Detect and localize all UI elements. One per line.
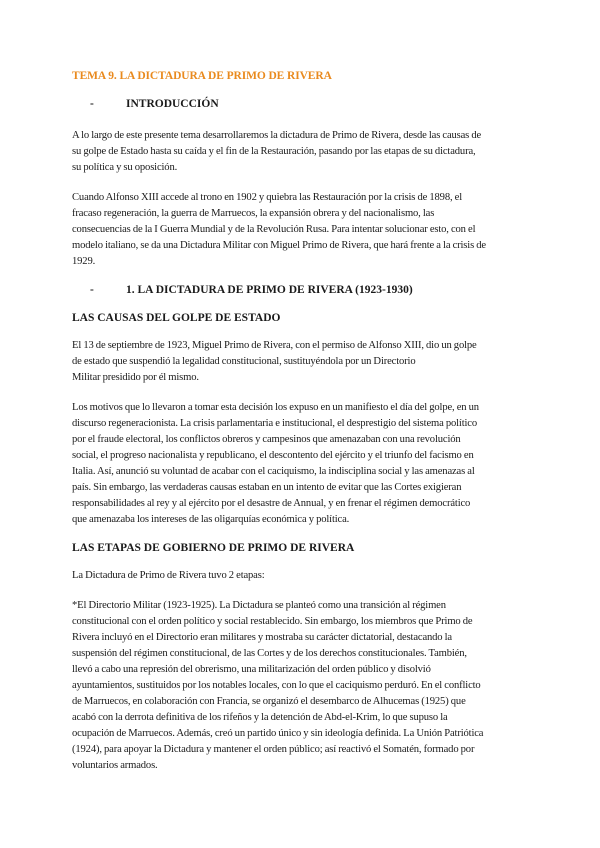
text-line: llevó a cabo una represión del obrerismo, una militarización del orden público y disolvió	[72, 664, 431, 675]
heading-text: 1. LA DICTADURA DE PRIMO DE RIVERA (1923-1930)	[126, 284, 413, 296]
text-line: de estado que suspendió la legalidad constitucional, sustituyéndola por un Directorio	[72, 356, 416, 367]
paragraph-etapas-2	[72, 598, 530, 774]
text-line: ocupación de Marruecos. Además, creó un partido único y sin ideología definida. La Unión Patriótica	[72, 728, 484, 739]
text-line: modelo italiano, se da una Dictadura Militar con Miguel Primo de Rivera, que hará frente a la crisis de	[72, 240, 486, 251]
text-line: su política y su oposición.	[72, 162, 178, 173]
text-line: Italia. Así, anunció su voluntad de acabar con el caciquismo, la indisciplina social y las amenazas al	[72, 466, 475, 477]
text-line: Cuando Alfonso XIII accede al trono en 1902 y quiebra las Restauración por la crisis de 1898, el	[72, 192, 463, 203]
text-line: suspensión del régimen constitucional, de las Cortes y de los derechos constitucionales. También,	[72, 648, 467, 659]
paragraph-causas-2	[72, 400, 530, 528]
text-line: Los motivos que lo llevaron a tomar esta decisión los expuso en un manifiesto el día del golpe, en un	[72, 402, 479, 413]
document-title: TEMA 9. LA DICTADURA DE PRIMO DE RIVERA	[72, 70, 332, 82]
section-title-causas: LAS CAUSAS DEL GOLPE DE ESTADO	[72, 312, 281, 324]
text-line: *El Directorio Militar (1923-1925). La Dictadura se planteó como una transición al régimen	[72, 600, 446, 611]
text-line: por el fraude electoral, los conflictos obreros y campesinos que amenazaban con una revolución	[72, 434, 461, 445]
text-line: de Marruecos, en colaboración con Francia, se organizó el desembarco de Alhucemas (1925) que	[72, 696, 466, 707]
paragraph-intro-2	[72, 190, 530, 270]
heading-text: INTRODUCCIÓN	[126, 98, 219, 110]
text-line: social, el progreso nacionalista y republicano, el descontento del ejército y el triunfo del facismo en	[72, 450, 474, 461]
text-line: responsabilidades al rey y al ejército por el desastre de Annual, y en frenar el régimen democrático	[72, 498, 471, 509]
text-line: país. Sin embargo, las verdaderas causas estaban en un intento de evitar que las Cortes exigieran	[72, 482, 462, 493]
text-line: discurso regeneracionista. La crisis parlamentaria e institucional, el desprestigio del sistema político	[72, 418, 478, 429]
document-page	[72, 70, 530, 788]
text-line: Rivera incluyó en el Directorio eran militares y mostraba su carácter dictatorial, destacando la	[72, 632, 452, 643]
paragraph-causas-1	[72, 338, 530, 386]
heading-introduccion	[72, 98, 530, 110]
bullet-dash: -	[90, 284, 94, 296]
text-line: A lo largo de este presente tema desarrollaremos la dictadura de Primo de Rivera, desde las causas de	[72, 130, 482, 141]
text-line: constitucional con el orden político y social restablecido. Sin embargo, los miembros que Primo de	[72, 616, 473, 627]
paragraph-etapas-1	[72, 568, 530, 584]
text-line: ayuntamientos, sustituidos por los notables locales, con lo que el caciquismo perduró. En el conflicto	[72, 680, 481, 691]
section-title-etapas: LAS ETAPAS DE GOBIERNO DE PRIMO DE RIVERA	[72, 542, 355, 554]
text-line: Militar presidido por él mismo.	[72, 372, 199, 383]
text-line: que amenazaba los intereses de las oligarquías económica y política.	[72, 514, 350, 525]
text-line: El 13 de septiembre de 1923, Miguel Primo de Rivera, con el permiso de Alfonso XIII, dio un golpe	[72, 340, 477, 351]
paragraph-intro-1	[72, 128, 530, 176]
text-line: La Dictadura de Primo de Rivera tuvo 2 etapas:	[72, 570, 265, 581]
text-line: su golpe de Estado hasta su caída y el fin de la Restauración, pasando por las etapas de su dictadura,	[72, 146, 476, 157]
text-line: fracaso regeneración, la guerra de Marruecos, la expansión obrera y del nacionalismo, las	[72, 208, 435, 219]
text-line: consecuencias de la I Guerra Mundial y de la Revolución Rusa. Para intentar solucionar esto, con el	[72, 224, 476, 235]
bullet-dash: -	[90, 98, 94, 110]
text-line: acabó con la derrota definitiva de los rifeños y la detención de Abd-el-Krim, lo que supuso la	[72, 712, 448, 723]
text-line: (1924), para apoyar la Dictadura y mantener el orden público; así reactivó el Somatén, formado por	[72, 744, 475, 755]
text-line: 1929.	[72, 256, 96, 267]
heading-section-1	[72, 284, 530, 296]
text-line: voluntarios armados.	[72, 760, 158, 771]
